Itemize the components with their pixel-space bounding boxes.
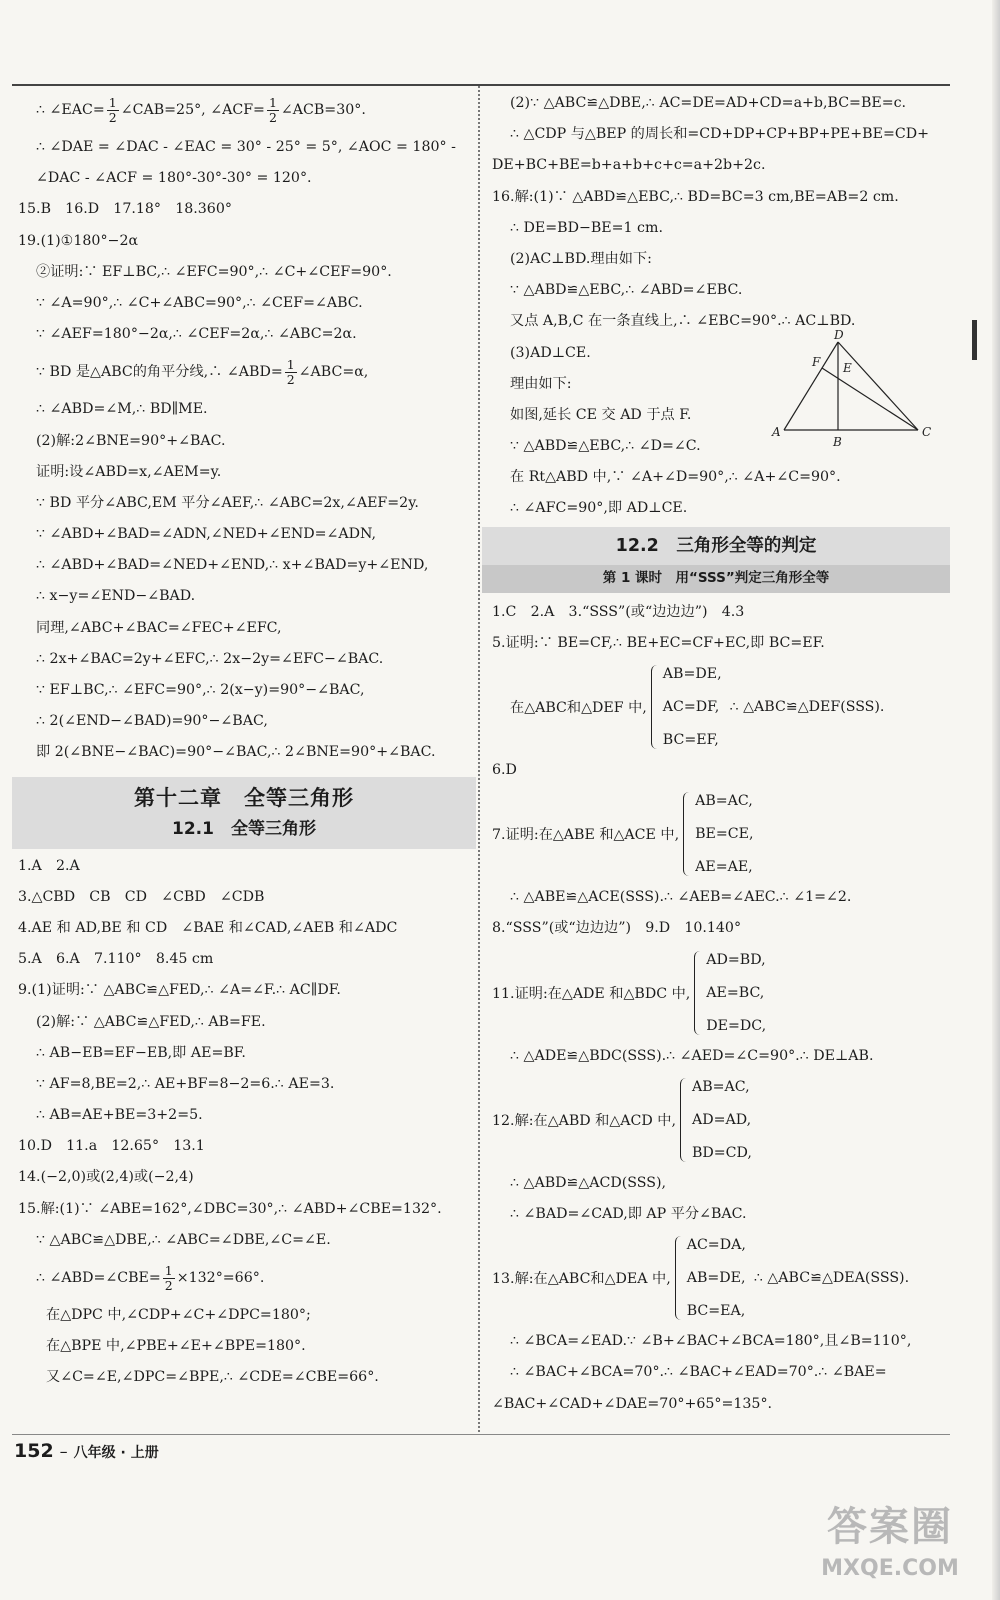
answer-line: 9.(1)证明:∵ △ABC≌△FED,∴ ∠A=∠F.∴ AC∥DF.	[18, 982, 341, 999]
chapter-title: 第十二章 全等三角形	[134, 785, 354, 810]
answer-line: ∠DAC - ∠ACF = 180°-30°-30° = 120°.	[36, 170, 312, 187]
answer-line: 4.AE 和 AD,BE 和 CD ∠BAE 和∠CAD,∠AEB 和∠ADC	[18, 919, 398, 936]
answer-line: 5.证明:∵ BE=CF,∴ BE+EC=CF+EC,即 BC=EF.	[492, 634, 825, 651]
chapter-header	[12, 777, 476, 849]
answer-line: 在△BPE 中,∠PBE+∠E+∠BPE=180°.	[46, 1338, 306, 1355]
answer-line: 6.D	[492, 762, 517, 778]
answer-line: 理由如下:	[510, 375, 572, 392]
answer-line: ∴ ∠BCA=∠EAD.∵ ∠B+∠BAC+∠BCA=180°,且∠B=110°,	[510, 1333, 912, 1350]
answer-line: ∴ ∠DAE = ∠DAC - ∠EAC = 30° - 25° = 5°, ∠AOC = 180° -	[36, 139, 456, 155]
answer-line: ∵ ∠A=90°,∴ ∠C+∠ABC=90°,∴ ∠CEF=∠ABC.	[36, 294, 363, 311]
answer-line: ∴ 2(∠END−∠BAD)=90°−∠BAC,	[36, 713, 268, 730]
answer-line: DE+BC+BE=b+a+b+c+c=a+2b+2c.	[492, 157, 766, 174]
answer-line: ∴ △ABD≌△ACD(SSS),	[510, 1174, 667, 1191]
segment-ad	[784, 342, 838, 430]
answer-line: ②证明:∵ EF⊥BC,∴ ∠EFC=90°,∴ ∠C+∠CEF=90°.	[36, 263, 392, 280]
label-f: F	[812, 355, 821, 369]
answer-line: 1.A 2.A	[18, 857, 80, 874]
answer-line: ∴ △CDP 与△BEP 的周长和=CD+DP+CP+BP+PE+BE=CD+	[510, 126, 929, 143]
answer-line: 8.“SSS”(或“边边边”) 9.D 10.140°	[492, 920, 742, 937]
triangle-figure	[770, 330, 940, 450]
answer-line: ∵ AF=8,BE=2,∴ AE+BF=8−2=6.∴ AE=3.	[36, 1075, 335, 1092]
answer-line: 19.(1)①180°−2α	[18, 232, 139, 249]
answer-line: ∵ ∠ABD+∠BAD=∠ADN,∠NED+∠END=∠ADN,	[36, 526, 377, 543]
equation-system: 12.解:在△ABD 和△ACD 中, AB=AC, AD=AD, BD=CD,	[492, 1078, 752, 1161]
section-header	[482, 527, 950, 593]
equation-system: 13.解:在△ABC和△DEA 中, AC=DA, AB=DE, BC=EA, ∴ △ABC≌△DEA(SSS).	[492, 1237, 910, 1320]
answer-line: 3.△CBD CB CD ∠CBD ∠CDB	[18, 888, 265, 905]
right-column	[492, 88, 942, 1420]
watermark-site: MXQE.COM	[821, 1556, 959, 1581]
label-b: B	[833, 435, 842, 449]
answer-line: 如图,延长 CE 交 AD 于点 F.	[510, 406, 692, 423]
answer-line: (2)解:2∠BNE=90°+∠BAC.	[36, 432, 226, 449]
answer-line: 15.B 16.D 17.18° 18.360°	[18, 201, 232, 218]
answer-line: 5.A 6.A 7.110° 8.45 cm	[18, 951, 214, 968]
answer-line: ∴ △ADE≌△BDC(SSS).∴ ∠AED=∠C=90°.∴ DE⊥AB.	[510, 1047, 874, 1064]
answer-line: ∴ AB=AE+BE=3+2=5.	[36, 1107, 203, 1124]
left-column	[18, 88, 470, 1394]
answer-line: (2)∵ △ABC≌△DBE,∴ AC=DE=AD+CD=a+b,BC=BE=c.	[510, 95, 907, 111]
fraction: $\frac{1}{2}$	[268, 94, 277, 125]
answer-line: ∴ △ABE≌△ACE(SSS).∴ ∠AEB=∠AEC.∴ ∠1=∠2.	[510, 889, 852, 906]
answer-line: ∴ AB−EB=EF−EB,即 AE=BF.	[36, 1044, 246, 1061]
label-e: E	[843, 361, 852, 375]
answer-line: ∴ x−y=∠END−∠BAD.	[36, 588, 196, 605]
answer-line: ∵ △ABD≌△EBC,∴ ∠ABD=∠EBC.	[510, 282, 743, 299]
fraction: $\frac{1}{2}$	[286, 356, 295, 387]
equation-system: 在△ABC和△DEF 中, AB=DE, AC=DF, BC=EF, ∴ △ABC≌△DEF(SSS).	[510, 666, 885, 748]
page-number: 152	[14, 1440, 54, 1462]
answer-line: 16.解:(1)∵ △ABD≌△EBC,∴ BD=BC=3 cm,BE=AB=2 cm.	[492, 188, 899, 205]
answer-line: 10.D 11.a 12.65° 13.1	[18, 1138, 205, 1155]
answer-line: 证明:设∠ABD=x,∠AEM=y.	[36, 463, 222, 480]
answer-line: ∴ 2x+∠BAC=2y+∠EFC,∴ 2x−2y=∠EFC−∠BAC.	[36, 650, 384, 667]
answer-line: ∠BAC+∠CAD+∠DAE=70°+65°=135°.	[492, 1395, 773, 1412]
answer-line: ∵ BD 平分∠ABC,EM 平分∠AEF,∴ ∠ABC=2x,∠AEF=2y.	[36, 494, 419, 511]
answer-line: ∵ ∠AEF=180°−2α,∴ ∠CEF=2α,∴ ∠ABC=2α.	[36, 326, 357, 343]
lesson-title: 第 1 课时 用“SSS”判定三角形全等	[482, 565, 950, 593]
fraction: $\frac{1}{2}$	[108, 94, 117, 125]
answer-line: ∴ ∠AFC=90°,即 AD⊥CE.	[510, 500, 688, 517]
answer-line: 15.解:(1)∵ ∠ABE=162°,∠DBC=30°,∴ ∠ABD+∠CBE=132°.	[18, 1200, 442, 1217]
watermark	[800, 1500, 980, 1596]
answer-line: (2)AC⊥BD.理由如下:	[510, 250, 652, 267]
answer-line: ∴ ∠BAD=∠CAD,即 AP 平分∠BAC.	[510, 1205, 747, 1222]
label-d: D	[834, 330, 844, 342]
equation-system: 11.证明:在△ADE 和△BDC 中, AD=BD, AE=BC, DE=DC,	[492, 951, 767, 1034]
section-title: 12.2 三角形全等的判定	[615, 535, 817, 556]
page-edge-shadow	[992, 0, 1000, 1600]
left-brace	[651, 665, 659, 749]
answer-line: 在△DPC 中,∠CDP+∠C+∠DPC=180°;	[46, 1307, 311, 1323]
answer-line: ∴ ∠BAC+∠BCA=70°.∴ ∠BAC+∠EAD=70°.∴ ∠BAE=	[510, 1364, 887, 1381]
answer-line: ∴ ∠ABD=∠M,∴ BD∥ME.	[36, 401, 208, 418]
left-brace	[694, 951, 702, 1035]
label-c: C	[922, 425, 932, 439]
answer-line: 又点 A,B,C 在一条直线上,∴ ∠EBC=90°.∴ AC⊥BD.	[510, 313, 856, 330]
answer-line: ∵ △ABD≌△EBC,∴ ∠D=∠C.	[510, 438, 701, 455]
equation-system: 7.证明:在△ABE 和△ACE 中, AB=AC, BE=CE, AE=AE,	[492, 793, 754, 876]
page-footer: 152 – 八年级 · 上册	[14, 1440, 159, 1462]
watermark-logo: 答案圈	[827, 1504, 953, 1550]
answer-line: ∴ ∠EAC= $\frac{1}{2}$ ∠CAB=25°, ∠ACF= $\frac{1}{2}$ ∠ACB=30°.	[36, 94, 366, 125]
left-brace	[683, 792, 691, 876]
answer-line: 1.C 2.A 3.“SSS”(或“边边边”) 4.3	[492, 603, 745, 620]
answer-line: (2)解:∵ △ABC≌△FED,∴ AB=FE.	[36, 1013, 266, 1030]
answer-line: ∵ EF⊥BC,∴ ∠EFC=90°,∴ 2(x−y)=90°−∠BAC,	[36, 682, 365, 698]
answer-line: ∵ BD 是△ABC的角平分线,∴ ∠ABD= $\frac{1}{2}$ ∠ABC=α,	[36, 356, 369, 387]
answer-line: 即 2(∠BNE−∠BAC)=90°−∠BAC,∴ 2∠BNE=90°+∠BAC.	[36, 744, 436, 761]
fraction: $\frac{1}{2}$	[164, 1262, 173, 1293]
left-brace	[680, 1078, 688, 1162]
answer-line: (3)AD⊥CE.	[510, 344, 591, 361]
answer-line: 14.(−2,0)或(2,4)或(−2,4)	[18, 1169, 194, 1186]
answer-line: 在 Rt△ABD 中,∵ ∠A+∠D=90°,∴ ∠A+∠C=90°.	[510, 469, 841, 486]
page-edge-mark	[972, 320, 977, 360]
section-title: 12.1 全等三角形	[172, 818, 316, 839]
column-divider	[478, 86, 480, 1432]
label-a: A	[772, 425, 781, 439]
answer-line: ∴ DE=BD−BE=1 cm.	[510, 219, 663, 236]
answer-line: ∴ ∠ABD+∠BAD=∠NED+∠END,∴ x+∠BAD=y+∠END,	[36, 557, 429, 574]
grade-label: 八年级 · 上册	[73, 1445, 159, 1461]
answer-line: ∵ △ABC≌△DBE,∴ ∠ABC=∠DBE,∠C=∠E.	[36, 1231, 331, 1248]
answer-line: 又∠C=∠E,∠DPC=∠BPE,∴ ∠CDE=∠CBE=66°.	[46, 1369, 379, 1386]
answer-line: 同理,∠ABC+∠BAC=∠FEC+∠EFC,	[36, 619, 282, 636]
left-brace	[675, 1236, 683, 1320]
answer-line: ∴ ∠ABD=∠CBE= $\frac{1}{2}$ ×132°=66°.	[36, 1262, 265, 1293]
